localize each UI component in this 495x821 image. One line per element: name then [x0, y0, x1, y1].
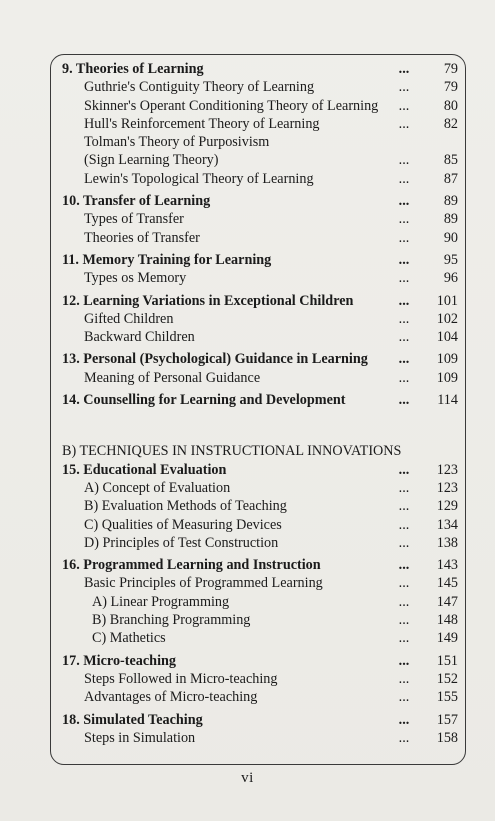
toc-subentry [62, 328, 458, 346]
toc-leader-dots: ... [398, 461, 410, 478]
page-number: vi [241, 770, 254, 786]
toc-chapter-entry [62, 652, 458, 670]
toc-leader-dots: ... [398, 329, 410, 346]
toc-leader-dots: ... [398, 479, 410, 496]
section-spacer [62, 409, 458, 442]
toc-leader-dots: ... [398, 211, 410, 228]
toc-subentry [62, 516, 458, 534]
toc-page-number: 145 [436, 575, 458, 592]
toc-chapter-entry [62, 711, 458, 729]
toc-page-number: 134 [436, 516, 458, 533]
toc-subentry [62, 97, 458, 115]
toc-leader-dots: ... [398, 575, 410, 592]
toc-entry-title: Types of Transfer [84, 211, 184, 228]
toc-entry-title: 17. Micro-teaching [62, 652, 176, 669]
toc-page-number: 158 [436, 729, 458, 746]
toc-chapter-entry [62, 556, 458, 574]
toc-leader-dots: ... [398, 534, 410, 551]
toc-page-number: 155 [436, 689, 458, 706]
toc-group-part-b [62, 461, 458, 747]
toc-subentry [62, 729, 458, 747]
toc-subentry [62, 229, 458, 247]
toc-page-number: 123 [436, 479, 458, 496]
toc-entry-title: B) Evaluation Methods of Teaching [84, 498, 287, 515]
toc-page-number: 89 [443, 211, 458, 228]
toc-leader-dots: ... [398, 516, 410, 533]
toc-subentry [62, 497, 458, 515]
toc-chapter-entry [62, 461, 458, 479]
toc-chapter-entry [62, 251, 458, 269]
toc-entry-title: Hull's Reinforcement Theory of Learning [84, 115, 320, 132]
toc-entry-title: 15. Educational Evaluation [62, 461, 227, 478]
toc-subentry [62, 593, 458, 611]
toc-page-number: 114 [437, 392, 458, 409]
toc-entry-title: A) Linear Programming [92, 593, 230, 610]
toc-page-number: 85 [443, 152, 458, 169]
toc-leader-dots: ... [398, 270, 410, 287]
toc-page-number: 104 [436, 329, 458, 346]
toc-leader-dots: ... [398, 630, 410, 647]
toc-entry-title: C) Mathetics [92, 630, 166, 647]
toc-subentry [62, 670, 458, 688]
toc-page-number: 101 [436, 292, 458, 309]
toc-leader-dots: ... [398, 251, 410, 268]
toc-page-number: 95 [443, 251, 458, 268]
toc-leader-dots: ... [398, 292, 410, 309]
toc-subentry [62, 629, 458, 647]
toc-subentry [62, 688, 458, 706]
toc-leader-dots: ... [398, 612, 410, 629]
toc-leader-dots: ... [398, 593, 410, 610]
toc-chapter-entry [62, 391, 458, 409]
toc-leader-dots: ... [398, 79, 410, 96]
toc-entry-title: B) Branching Programming [92, 612, 251, 629]
toc-entry-title: 18. Simulated Teaching [62, 711, 203, 728]
toc-leader-dots: ... [398, 97, 410, 114]
toc-leader-dots: ... [398, 152, 410, 169]
toc-leader-dots: ... [398, 369, 410, 386]
toc-page-number: 123 [436, 461, 458, 478]
section-b-heading: B) TECHNIQUES IN INSTRUCTIONAL INNOVATIONS [62, 443, 402, 460]
toc-leader-dots: ... [398, 392, 410, 409]
toc-leader-dots: ... [398, 351, 410, 368]
toc-subentry [62, 170, 458, 188]
toc-entry-title: Types os Memory [84, 270, 187, 287]
toc-page-number: 109 [436, 369, 458, 386]
toc-leader-dots: ... [398, 498, 410, 515]
toc-leader-dots: ... [398, 557, 410, 574]
toc-leader-dots: ... [398, 689, 410, 706]
toc-leader-dots: ... [398, 193, 410, 210]
toc-leader-dots: ... [398, 310, 410, 327]
toc-group-part-a [62, 60, 458, 409]
toc-subentry [62, 611, 458, 629]
toc-entry-title: Basic Principles of Programmed Learning [84, 575, 323, 592]
toc-subentry [62, 574, 458, 592]
toc-entry-title: A) Concept of Evaluation [84, 479, 231, 496]
toc-entry-title: Tolman's Theory of Purposivism [84, 134, 270, 151]
toc-entry-title: Steps Followed in Micro-teaching [84, 670, 278, 687]
toc-subentry [62, 133, 458, 151]
toc-entry-title: Skinner's Operant Conditioning Theory of Learning [84, 97, 379, 114]
toc-entry-title: (Sign Learning Theory) [84, 152, 219, 169]
toc-leader-dots: ... [398, 170, 410, 187]
toc-page-number: 157 [436, 711, 458, 728]
toc-subentry [62, 78, 458, 96]
toc-entry-title: 14. Counselling for Learning and Development [62, 392, 346, 409]
toc-page-number: 149 [436, 630, 458, 647]
toc-entry-title: Steps in Simulation [84, 729, 196, 746]
toc-entry-title: D) Principles of Test Construction [84, 534, 279, 551]
toc-entry-title: 16. Programmed Learning and Instruction [62, 557, 321, 574]
toc-chapter-entry [62, 192, 458, 210]
toc-subentry [62, 369, 458, 387]
toc-entry-title: Meaning of Personal Guidance [84, 369, 261, 386]
toc-leader-dots: ... [398, 729, 410, 746]
table-of-contents [62, 60, 458, 747]
toc-subentry [62, 269, 458, 287]
toc-leader-dots: ... [398, 711, 410, 728]
toc-entry-title: 13. Personal (Psychological) Guidance in Learning [62, 351, 368, 368]
toc-entry-title: 11. Memory Training for Learning [62, 251, 272, 268]
toc-entry-title: 9. Theories of Learning [62, 61, 204, 77]
toc-entry-title: Advantages of Micro-teaching [84, 689, 258, 706]
toc-leader-dots: ... [398, 229, 410, 246]
toc-entry-title: Backward Children [84, 329, 195, 346]
toc-page-number: 80 [443, 97, 458, 114]
toc-subentry [62, 310, 458, 328]
toc-subentry [62, 210, 458, 228]
toc-entry-title: 12. Learning Variations in Exceptional Children [62, 292, 354, 309]
toc-subentry [62, 115, 458, 133]
toc-page-number: 87 [443, 170, 458, 187]
toc-subentry [62, 151, 458, 169]
toc-entry-title: 10. Transfer of Learning [62, 193, 211, 210]
toc-page-number: 148 [436, 612, 458, 629]
toc-leader-dots: ... [398, 670, 410, 687]
toc-page-number: 90 [443, 229, 458, 246]
toc-entry-title: Lewin's Topological Theory of Learning [84, 170, 314, 187]
toc-page-number: 143 [436, 557, 458, 574]
toc-page-number: 152 [436, 670, 458, 687]
toc-subentry [62, 534, 458, 552]
toc-subentry [62, 479, 458, 497]
toc-page-number: 82 [443, 115, 458, 132]
toc-entry-title: C) Qualities of Measuring Devices [84, 516, 282, 533]
toc-page-number: 109 [436, 351, 458, 368]
toc-page-number: 147 [436, 593, 458, 610]
toc-leader-dots: ... [398, 61, 410, 77]
toc-page-number: 151 [436, 652, 458, 669]
toc-chapter-entry [62, 292, 458, 310]
toc-entry-title: Guthrie's Contiguity Theory of Learning [84, 79, 315, 96]
toc-page-number: 79 [443, 61, 458, 77]
toc-entry-title: Theories of Transfer [84, 229, 200, 246]
toc-page-number: 129 [436, 498, 458, 515]
toc-chapter-entry [62, 350, 458, 368]
toc-page-number: 79 [443, 79, 458, 96]
toc-page-number: 102 [436, 310, 458, 327]
toc-page-number: 138 [436, 534, 458, 551]
toc-chapter-entry [62, 60, 458, 78]
toc-leader-dots: ... [398, 652, 410, 669]
toc-page-number: 96 [443, 270, 458, 287]
toc-leader-dots: ... [398, 115, 410, 132]
toc-entry-title: Gifted Children [84, 310, 174, 327]
toc-page-number: 89 [443, 193, 458, 210]
